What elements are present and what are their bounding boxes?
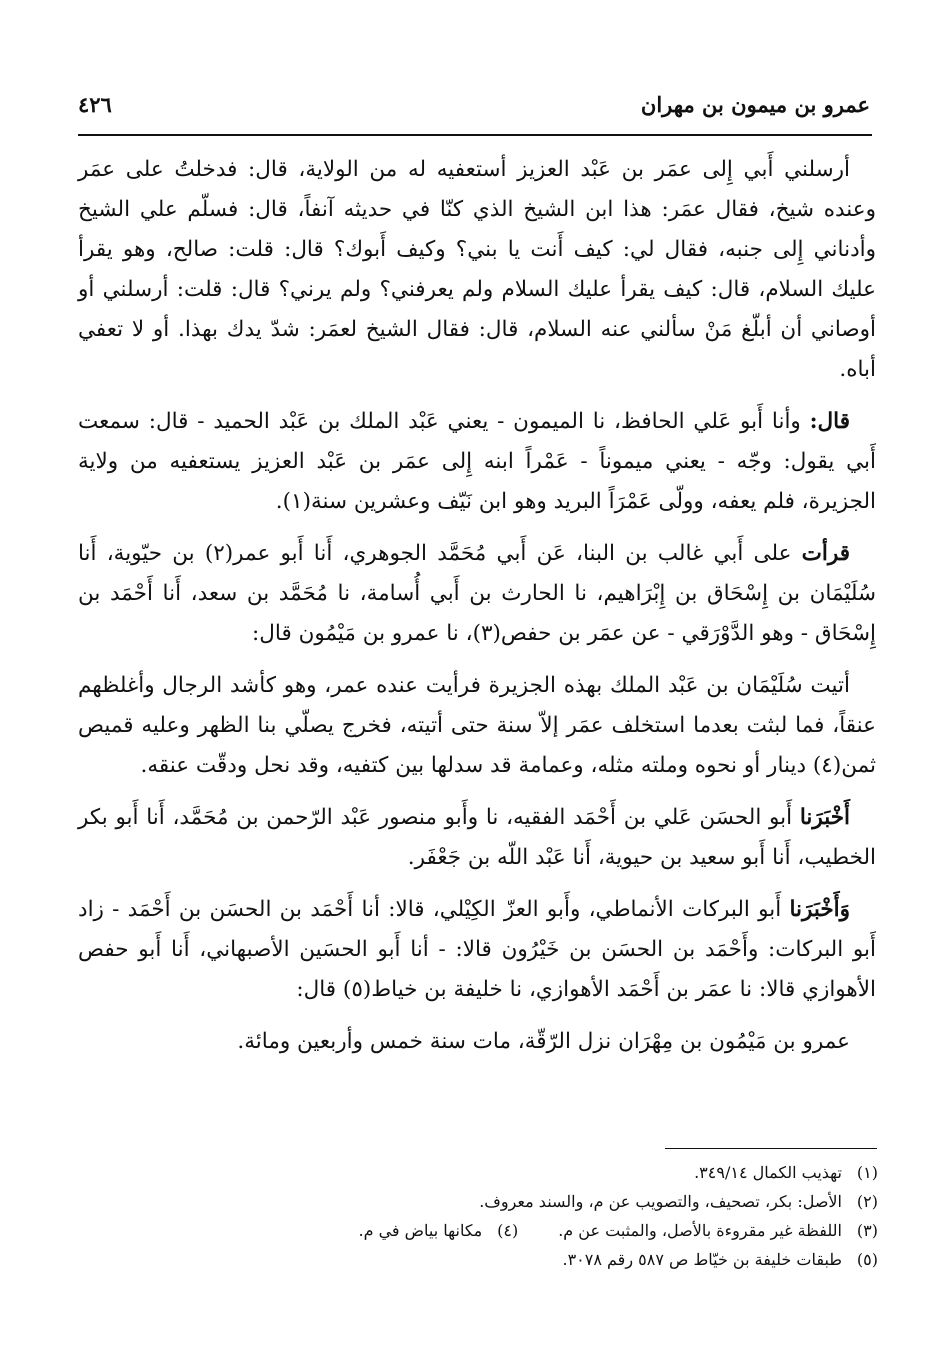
paragraph-text: أَبو الحسَن عَلي بن أَحْمَد الفقيه، نا وأَبو منصور عَبْد الرّحمن بن مُحَمَّد، أَنا أَبو بكر الخطيب، أَنا أَبو سعيد بن حيوية، أَنا عَبْد اللّه بن جَعْفَر. [78, 805, 876, 870]
paragraph-lead: قال: [809, 409, 850, 434]
paragraph-text: أَبو البركات الأنماطي، وأَبو العزّ الكِيْلي، قالا: أنا أَحْمَد بن الحسَن بن أَحْمَد - زاد أَبو البركات: وأَحْمَد بن الحسَن بن خَيْرُون قالا: - أنا أَبو الحسَين الأصبهاني، أَنا أَبو حفص الأهوازي قالا: نا عمَر بن أَحْمَد الأهوازي، نا خليفة بن خياط(٥) قال: [78, 897, 876, 1002]
footnote-separator [665, 1148, 877, 1149]
page-header [78, 92, 870, 117]
footnote-number: (٢) [856, 1192, 878, 1211]
paragraph [78, 1022, 876, 1062]
footnote [78, 1187, 878, 1216]
footnote-text: الأصل: بكر، تصحيف، والتصويب عن م، والسند معروف. [479, 1192, 842, 1211]
paragraph-lead: قرأت [801, 541, 850, 566]
footnote-text: اللفظة غير مقروءة بالأصل، والمثبت عن م. [558, 1221, 842, 1240]
paragraph-lead: أَخْبَرَنا [799, 805, 850, 830]
paragraph [78, 402, 876, 522]
running-title: عمرو بن ميمون بن مهران [640, 92, 870, 117]
footnote-text: طبقات خليفة بن خيّاط ص ٥٨٧ رقم ٣٠٧٨. [562, 1250, 842, 1269]
paragraph-text: أرسلني أَبي إِلى عمَر بن عَبْد العزيز أستعفيه له من الولاية، قال: فدخلتُ على عمَر وعنده شيخ، فقال عمَر: هذا ابن الشيخ الذي كنّا في حديثه آنفاً، قال: فسلّم علي الشيخ وأدناني إِلى جنبه، فقال لي: كيف أَنت يا بني؟ وكيف أَبوك؟ قال: قلت: صالح، وهو يقرأ عليك السلام، قال: كيف يقرأ عليك السلام ولم يعرفني؟ ولم يرني؟ قال: قلت: أرسلني أو أوصاني أن أبلّغ مَنْ سألني عنه السلام، قال: فقال الشيخ لعمَر: شدّ يدك بهذا. أو لا تعفي أباه. [78, 157, 876, 382]
paragraph [78, 798, 876, 878]
footnote-number: (٥) [856, 1250, 878, 1269]
paragraph-text: وأنا أَبو عَلي الحافظ، نا الميمون - يعني عَبْد الملك بن عَبْد الحميد - قال: سمعت أَبي يقول: وجّه - يعني ميموناً - عَمْراً ابنه إِلى عمَر بن عَبْد العزيز يستعفيه من ولاية الجزيرة، فلم يعفه، وولّى عَمْرَاً البريد وهو ابن نَيّف وعشرين سنة(١). [78, 409, 876, 514]
paragraph-lead: وَأَخْبَرَنا [789, 897, 850, 922]
footnote-number: (٣) [856, 1221, 878, 1240]
paragraph [78, 890, 876, 1010]
footnote-text: تهذيب الكمال ٣٤٩/١٤. [694, 1163, 842, 1182]
paragraph-text: على أَبي غالب بن البنا، عَن أَبي مُحَمَّد الجوهري، أَنا أَبو عمر(٢) بن حيّوية، أَنا سُلَيْمَان بن إِسْحَاق بن إِبْرَاهيم، نا الحارث بن أَبي أُسامة، نا مُحَمَّد بن سعد، أَنا أَحْمَد بن إِسْحَاق - وهو الدَّوْرَقي - عن عمَر بن حفص(٣)، نا عمرو بن مَيْمُون قال: [78, 541, 876, 646]
footnote-number: (٤) [497, 1221, 519, 1240]
paragraph [78, 150, 876, 390]
paragraph [78, 534, 876, 654]
header-rule [78, 134, 872, 136]
footnote-text: مكانها بياض في م. [358, 1221, 483, 1240]
page-number: ٤٢٦ [78, 92, 112, 117]
paragraph-text: أتيت سُلَيْمَان بن عَبْد الملك بهذه الجزيرة فرأيت عنده عمر، وهو كأشد الرجال وأغلظهم عنقاً، فما لبثت بعدما استخلف عمَر إلاّ سنة حتى أتيته، فخرج يصلّي بنا الظهر وعليه قميص ثمن(٤) دينار أو نحوه وملته مثله، وعمامة قد سدلها بين كتفيه، وقد نحل ودقّت عنقه. [78, 673, 876, 778]
footnotes [78, 1158, 878, 1274]
footnote-number: (١) [856, 1163, 878, 1182]
paragraph [78, 666, 876, 786]
footnote [78, 1245, 878, 1274]
footnote [78, 1158, 878, 1187]
footnote [78, 1216, 878, 1245]
paragraph-text: عمرو بن مَيْمُون بن مِهْرَان نزل الرّقّة، مات سنة خمس وأربعين ومائة. [237, 1029, 850, 1054]
main-text [78, 150, 876, 1074]
